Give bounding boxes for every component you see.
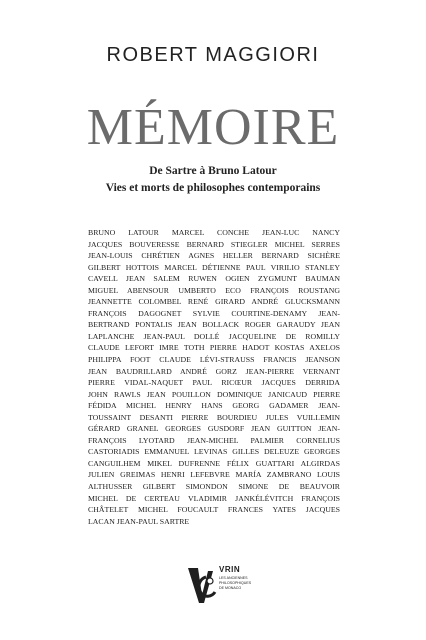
publisher-tagline-3: DE MONACO (219, 586, 242, 590)
names-line: MIGUEL ABENSOUR UMBERTO ECO FRANÇOIS ROUSTANG (88, 285, 340, 295)
names-line: CANGUILHEM MIKEL DUFRENNE FÉLIX GUATTARI ALGIRDAS (88, 458, 340, 468)
names-line: BRUNO LATOUR MARCEL CONCHE JEAN-LUC NANCY (88, 228, 340, 237)
publisher-name: VRIN (219, 565, 241, 574)
author-name: ROBERT MAGGIORI (106, 44, 320, 66)
publisher-mark (186, 565, 266, 605)
names-line: MICHEL DE CERTEAU VLADIMIR JANKÉLÉVITCH FRANÇOIS (88, 493, 340, 503)
names-line: FRANÇOIS LYOTARD JEAN-MICHEL PALMIER CORNELIUS (88, 435, 340, 445)
names-line: JOHN RAWLS JEAN POUILLON DOMINIQUE JANICAUD PIERRE (88, 389, 340, 399)
names-line: PIERRE VIDAL-NAQUET PAUL RICŒUR JACQUES DERRIDA (88, 378, 340, 388)
names-line: LAPLANCHE JEAN-PAUL DOLLÉ JACQUELINE DE ROMILLY (88, 331, 340, 341)
publisher-tagline-2: PHILOSOPHIQUES (219, 581, 252, 585)
names-line: CLAUDE LEFORT IMRE TOTH PIERRE HADOT KOSTAS AXELOS (88, 343, 340, 353)
philosopher-names-block (88, 227, 340, 527)
names-line: JULIEN GREIMAS HENRI LEFEBVRE MARÍA ZAMBRANO LOUIS (88, 470, 340, 480)
names-line: PHILIPPA FOOT CLAUDE LÉVI-STRAUSS FRANCIS JEANSON (88, 355, 340, 365)
names-line: CHÂTELET MICHEL FOUCAULT FRANCES YATES JACQUES (88, 505, 340, 515)
names-line: JEAN BAUDRILLARD ANDRÉ GORZ JEAN-PIERRE VERNANT (88, 366, 340, 376)
names-line: TOUSSAINT DESANTI PIERRE BOURDIEU JULES VUILLEMIN (88, 412, 340, 422)
names-line: ALTHUSSER GILBERT SIMONDON SIMONE DE BEAUVOIR (88, 482, 340, 492)
names-line: BERTRAND PONTALIS JEAN BOLLACK ROGER GARAUDY JEAN (88, 320, 340, 330)
subtitle-line-2: Vies et morts de philosophes contemporains (105, 182, 321, 194)
publisher-tagline-1: LES ANCIENNES (219, 576, 248, 580)
names-line: GILBERT HOTTOIS MARCEL DÉTIENNE PAUL VIRILIO STANLEY (88, 262, 340, 272)
book-title: MÉMOIRE (86, 99, 340, 156)
names-line: FÉDIDA MICHEL HENRY HANS GEORG GADAMER JEAN- (88, 401, 340, 411)
names-line: JACQUES BOUVERESSE BERNARD STIEGLER MICHEL SERRES (88, 239, 340, 249)
vrin-logo-icon (186, 565, 218, 605)
names-line: FRANÇOIS DAGOGNET SYLVIE COURTINE-DENAMY JEAN- (88, 308, 340, 318)
names-line: JEAN-LOUIS CHRÉTIEN AGNES HELLER BERNARD SICHÈRE (88, 251, 340, 261)
names-line: LACAN JEAN-PAUL SARTRE (88, 516, 190, 526)
names-line: JEANNETTE COLOMBEL RENÉ GIRARD ANDRÉ GLUCKSMANN (88, 297, 340, 307)
names-line: GÉRARD GRANEL GEORGES GUSDORF JEAN GUITTON JEAN- (88, 424, 340, 434)
subtitle-line-1: De Sartre à Bruno Latour (149, 165, 277, 177)
names-line: CAVELL JEAN SALEM RUWEN OGIEN ZYGMUNT BAUMAN (88, 274, 340, 284)
names-line: CASTORIADIS EMMANUEL LEVINAS GILLES DELEUZE GEORGES (88, 447, 340, 457)
